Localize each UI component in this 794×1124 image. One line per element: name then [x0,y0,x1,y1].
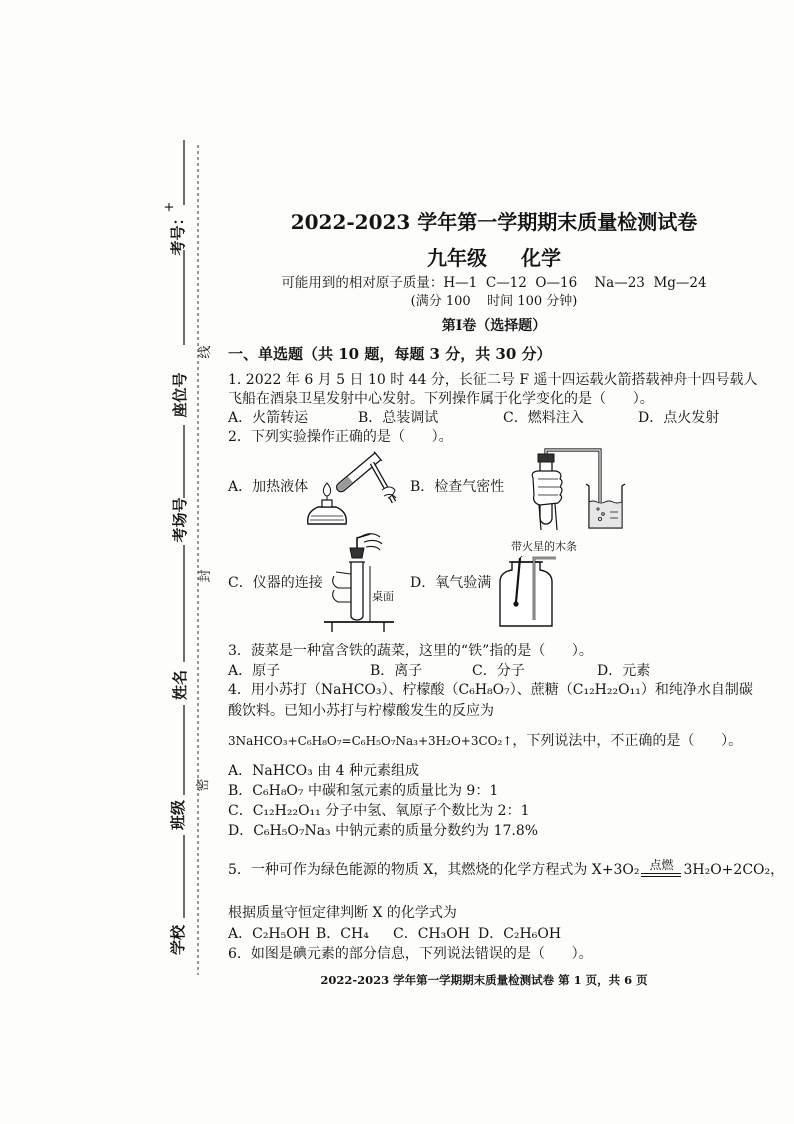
q4-line1: 4．用小苏打（NaHCO₃）、柠檬酸（C₆H₈O₇）、蔗糖（C₁₂H₂₂O₁₁）和纯净水自制碳 [228,682,753,698]
grade-label: 九年级 [427,246,487,270]
test-tube-icon [334,452,382,495]
gas-bottle-icon [500,562,552,626]
class-label: 班级 [169,799,187,831]
seal-char: 封 [198,569,213,583]
exam-title: 2022-2023 学年第一学期期末质量检测试卷 [290,210,698,234]
stopper-icon [350,548,364,558]
hand-icon [532,471,562,505]
oxygen-test-figure [494,556,560,628]
q5-options [0,924,794,944]
instrument-connection-figure [318,528,398,632]
air-tightness-figure [528,448,626,530]
q5-stem: 5．一种可作为绿色能源的物质 X，其燃烧的化学方程式为 X+3O₂ [228,862,640,878]
cut-line-char: 线 [198,345,213,359]
q4-option-c: C．C₁₂H₂₂O₁₁ 分子中氢、氧原子个数比为 2：1 [228,803,530,819]
score-time: (满分 100 时间 100 分钟) [410,294,578,309]
q5-option-a: A．C₂H₅OH [228,926,310,942]
seat-number-label: 座位号 [171,372,189,418]
condition-arrow [641,873,681,877]
q4-option-d: D．C₆H₅O₇Na₃ 中钠元素的质量分数约为 17.8% [228,823,539,839]
q5-products: 3H₂O+2CO₂， [683,862,785,878]
q3-option-d: D．元素 [597,663,651,679]
q3-option-a: A．原子 [228,663,281,679]
q4-option-a: A．NaHCO₃ 由 4 种元素组成 [228,763,419,779]
q2-option-c: C．仪器的连接 [228,575,323,591]
q4-equation-line [228,731,742,751]
reaction-condition [641,859,681,877]
q1-option-a: A．火箭转运 [228,410,309,426]
name-label: 姓名 [171,669,189,701]
test-tube-icon [351,562,363,620]
q5-line2: 根据质量守恒定律判断 X 的化学式为 [228,905,457,921]
q4-option-b: B．C₆H₈O₇ 中碳和氢元素的质量比为 9：1 [228,783,499,799]
q3-options [0,661,794,681]
q1-line1: 1. 2022 年 6 月 5 日 10 时 44 分，长征二号 F 遥十四运载火箭搭载神舟十四号载人 [228,372,758,388]
exam-number-label: 考号： [169,210,187,256]
heating-liquid-figure [298,446,398,526]
section-title: 一、单选题（共 10 题，每题 3 分，共 30 分） [228,345,552,363]
table-label: 桌面 [372,590,394,603]
q4-question-tail: ，下列说法中，不正确的是（ ）。 [512,733,743,749]
page-footer: 2022-2023 学年第一学期期末质量检测试卷 第 1 页，共 6 页 [320,973,648,987]
q5-option-b: B．CH₄ [316,926,369,942]
q1-option-b: B．总装调试 [358,410,439,426]
q2-option-b: B．检查气密性 [410,479,505,495]
stopper-icon [538,454,554,462]
volume-title: 第Ⅰ卷（选择题） [441,318,547,334]
q3-option-b: B．离子 [370,663,423,679]
q1-line2: 飞船在酒泉卫星发射中心发射。下列操作属于化学变化的是（ ）。 [228,391,654,407]
secret-char: 密 [196,778,211,792]
binding-mark: + [162,201,177,213]
q5-option-d: D．C₂H₆OH [478,926,562,942]
subject-label: 化学 [521,246,561,270]
splint-label: 带火星的木条 [511,540,577,553]
q1-options [0,408,794,428]
q3-stem: 3．菠菜是一种富含铁的蔬菜，这里的“铁”指的是（ ）。 [228,643,593,659]
q2-stem: 2．下列实验操作正确的是（ ）。 [228,429,453,445]
q3-option-c: C．分子 [472,663,525,679]
q6-stem: 6．如图是碘元素的部分信息，下列说法错误的是（ ）。 [228,946,593,962]
q2-option-d: D．氧气验满 [410,575,492,591]
exam-room-label: 考场号 [171,497,189,543]
exam-subtitle [194,245,794,271]
q2-option-a: A．加热液体 [228,479,309,495]
q5-option-c: C．CH₃OH [393,926,470,942]
school-label: 学校 [169,924,187,956]
q4-line2: 酸饮料。已知小苏打与柠檬酸发生的反应为 [228,703,494,719]
condition-text: 点燃 [649,858,674,872]
tube-holder-icon [372,463,396,502]
q5-line1 [228,860,784,880]
atomic-masses: 可能用到的相对原子质量：H—1 C—12 O—16 Na—23 Mg—24 [281,275,707,291]
q1-option-d: D．点火发射 [638,410,720,426]
q4-equation: 3NaHCO₃+C₆H₈O₇=C₆H₅O₇Na₃+3H₂O+3CO₂↑ [228,734,513,748]
q1-option-c: C．燃料注入 [503,410,584,426]
